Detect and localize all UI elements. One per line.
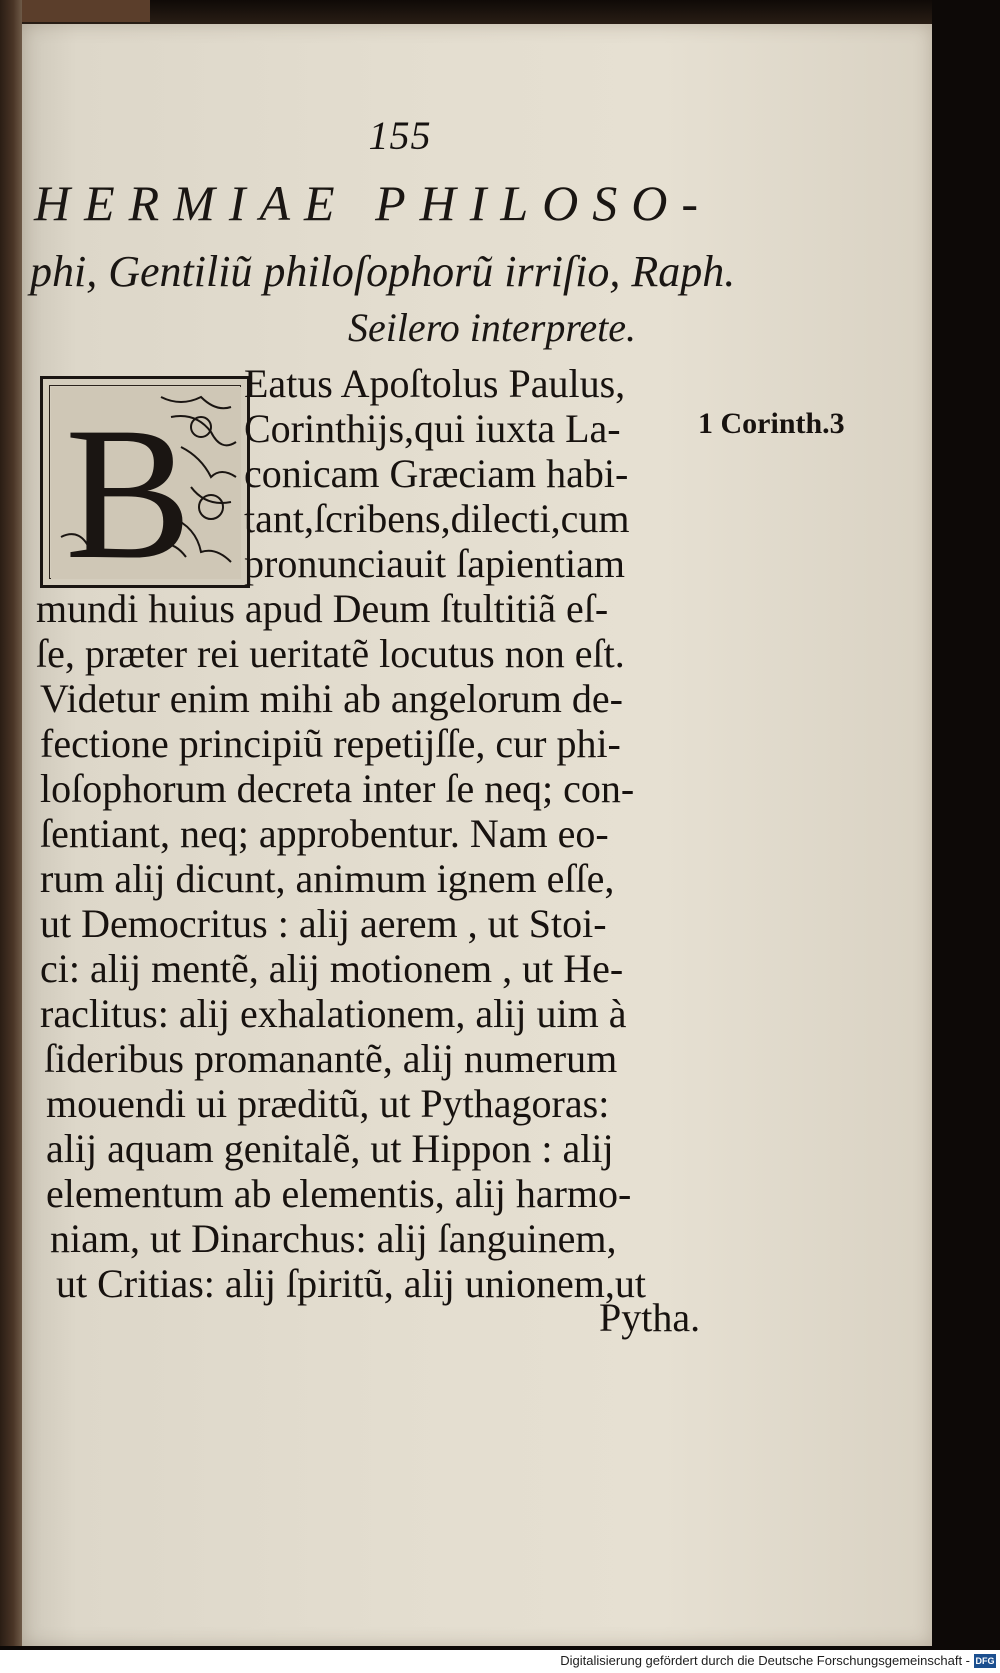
footer-text: Digitalisierung gefördert durch die Deutsche Forschungsgemeinschaft -: [560, 1653, 970, 1668]
text-line: pronunciauit ſapientiam: [244, 541, 625, 586]
text-line: ut Critias: alij ſpiritũ, alij unionem,ut: [56, 1261, 646, 1306]
initial-ornament-icon: [51, 387, 241, 579]
text-line: mundi huius apud Deum ſtultitiã eſ-: [36, 586, 609, 631]
text-line: ci: alij mentẽ, alij motionem , ut He-: [40, 946, 624, 991]
page-number: 155: [368, 113, 432, 158]
text-line: alij aquam genitalẽ, ut Hippon : alij: [46, 1126, 614, 1171]
text-line: rum alij dicunt, animum ignem eſſe,: [40, 856, 615, 901]
text-line: fectione principiũ repetijſſe, cur phi-: [40, 721, 621, 766]
text-line: Eatus Apoſtolus Paulus,: [244, 361, 626, 406]
text-line: ſentiant, neq; approbentur. Nam eo-: [40, 811, 609, 856]
book-page: [22, 24, 932, 1646]
text-line: ſideribus promanantẽ, alij numerum: [44, 1036, 618, 1081]
text-line: Videtur enim mihi ab angelorum de-: [40, 676, 623, 721]
decorated-initial-letter: [40, 376, 250, 588]
text-line: raclitus: alij exhalationem, alij uim à: [40, 991, 627, 1036]
text-line: elementum ab elementis, alij harmo-: [46, 1171, 632, 1216]
title-line-3: Seilero interprete.: [347, 305, 637, 350]
text-line: loſophorum decreta inter ſe neq; con-: [40, 766, 635, 811]
book-spine-edge: [0, 0, 22, 1673]
margin-note: 1 Corinth.3: [698, 407, 845, 440]
text-line: tant,ſcribens,dilecti,cum: [244, 496, 630, 541]
book-top-edge: [0, 0, 1000, 26]
text-line: ſe, præter rei ueritatẽ locutus non eſt.: [36, 631, 625, 676]
title-line-2: phi, Gentiliũ philoſophorũ irriſio, Raph.: [30, 247, 736, 296]
text-line: conicam Græciam habi-: [244, 451, 629, 496]
catchword: Pytha.: [599, 1295, 701, 1340]
dfg-logo-icon: DFG: [975, 1656, 995, 1666]
footer: [0, 1650, 1000, 1673]
book-tab: [0, 0, 150, 22]
text-line: ut Democritus : alij aerem , ut Stoi-: [40, 901, 607, 946]
text-line: Corinthijs,qui iuxta La-: [244, 406, 621, 451]
text-line: niam, ut Dinarchus: alij ſanguinem,: [50, 1216, 617, 1261]
background-right: [932, 0, 1000, 1650]
text-line: mouendi ui præditũ, ut Pythagoras:: [46, 1081, 610, 1126]
initial-letter: B: [65, 389, 192, 579]
title-line-1: HERMIAE PHILOSO-: [34, 175, 713, 231]
